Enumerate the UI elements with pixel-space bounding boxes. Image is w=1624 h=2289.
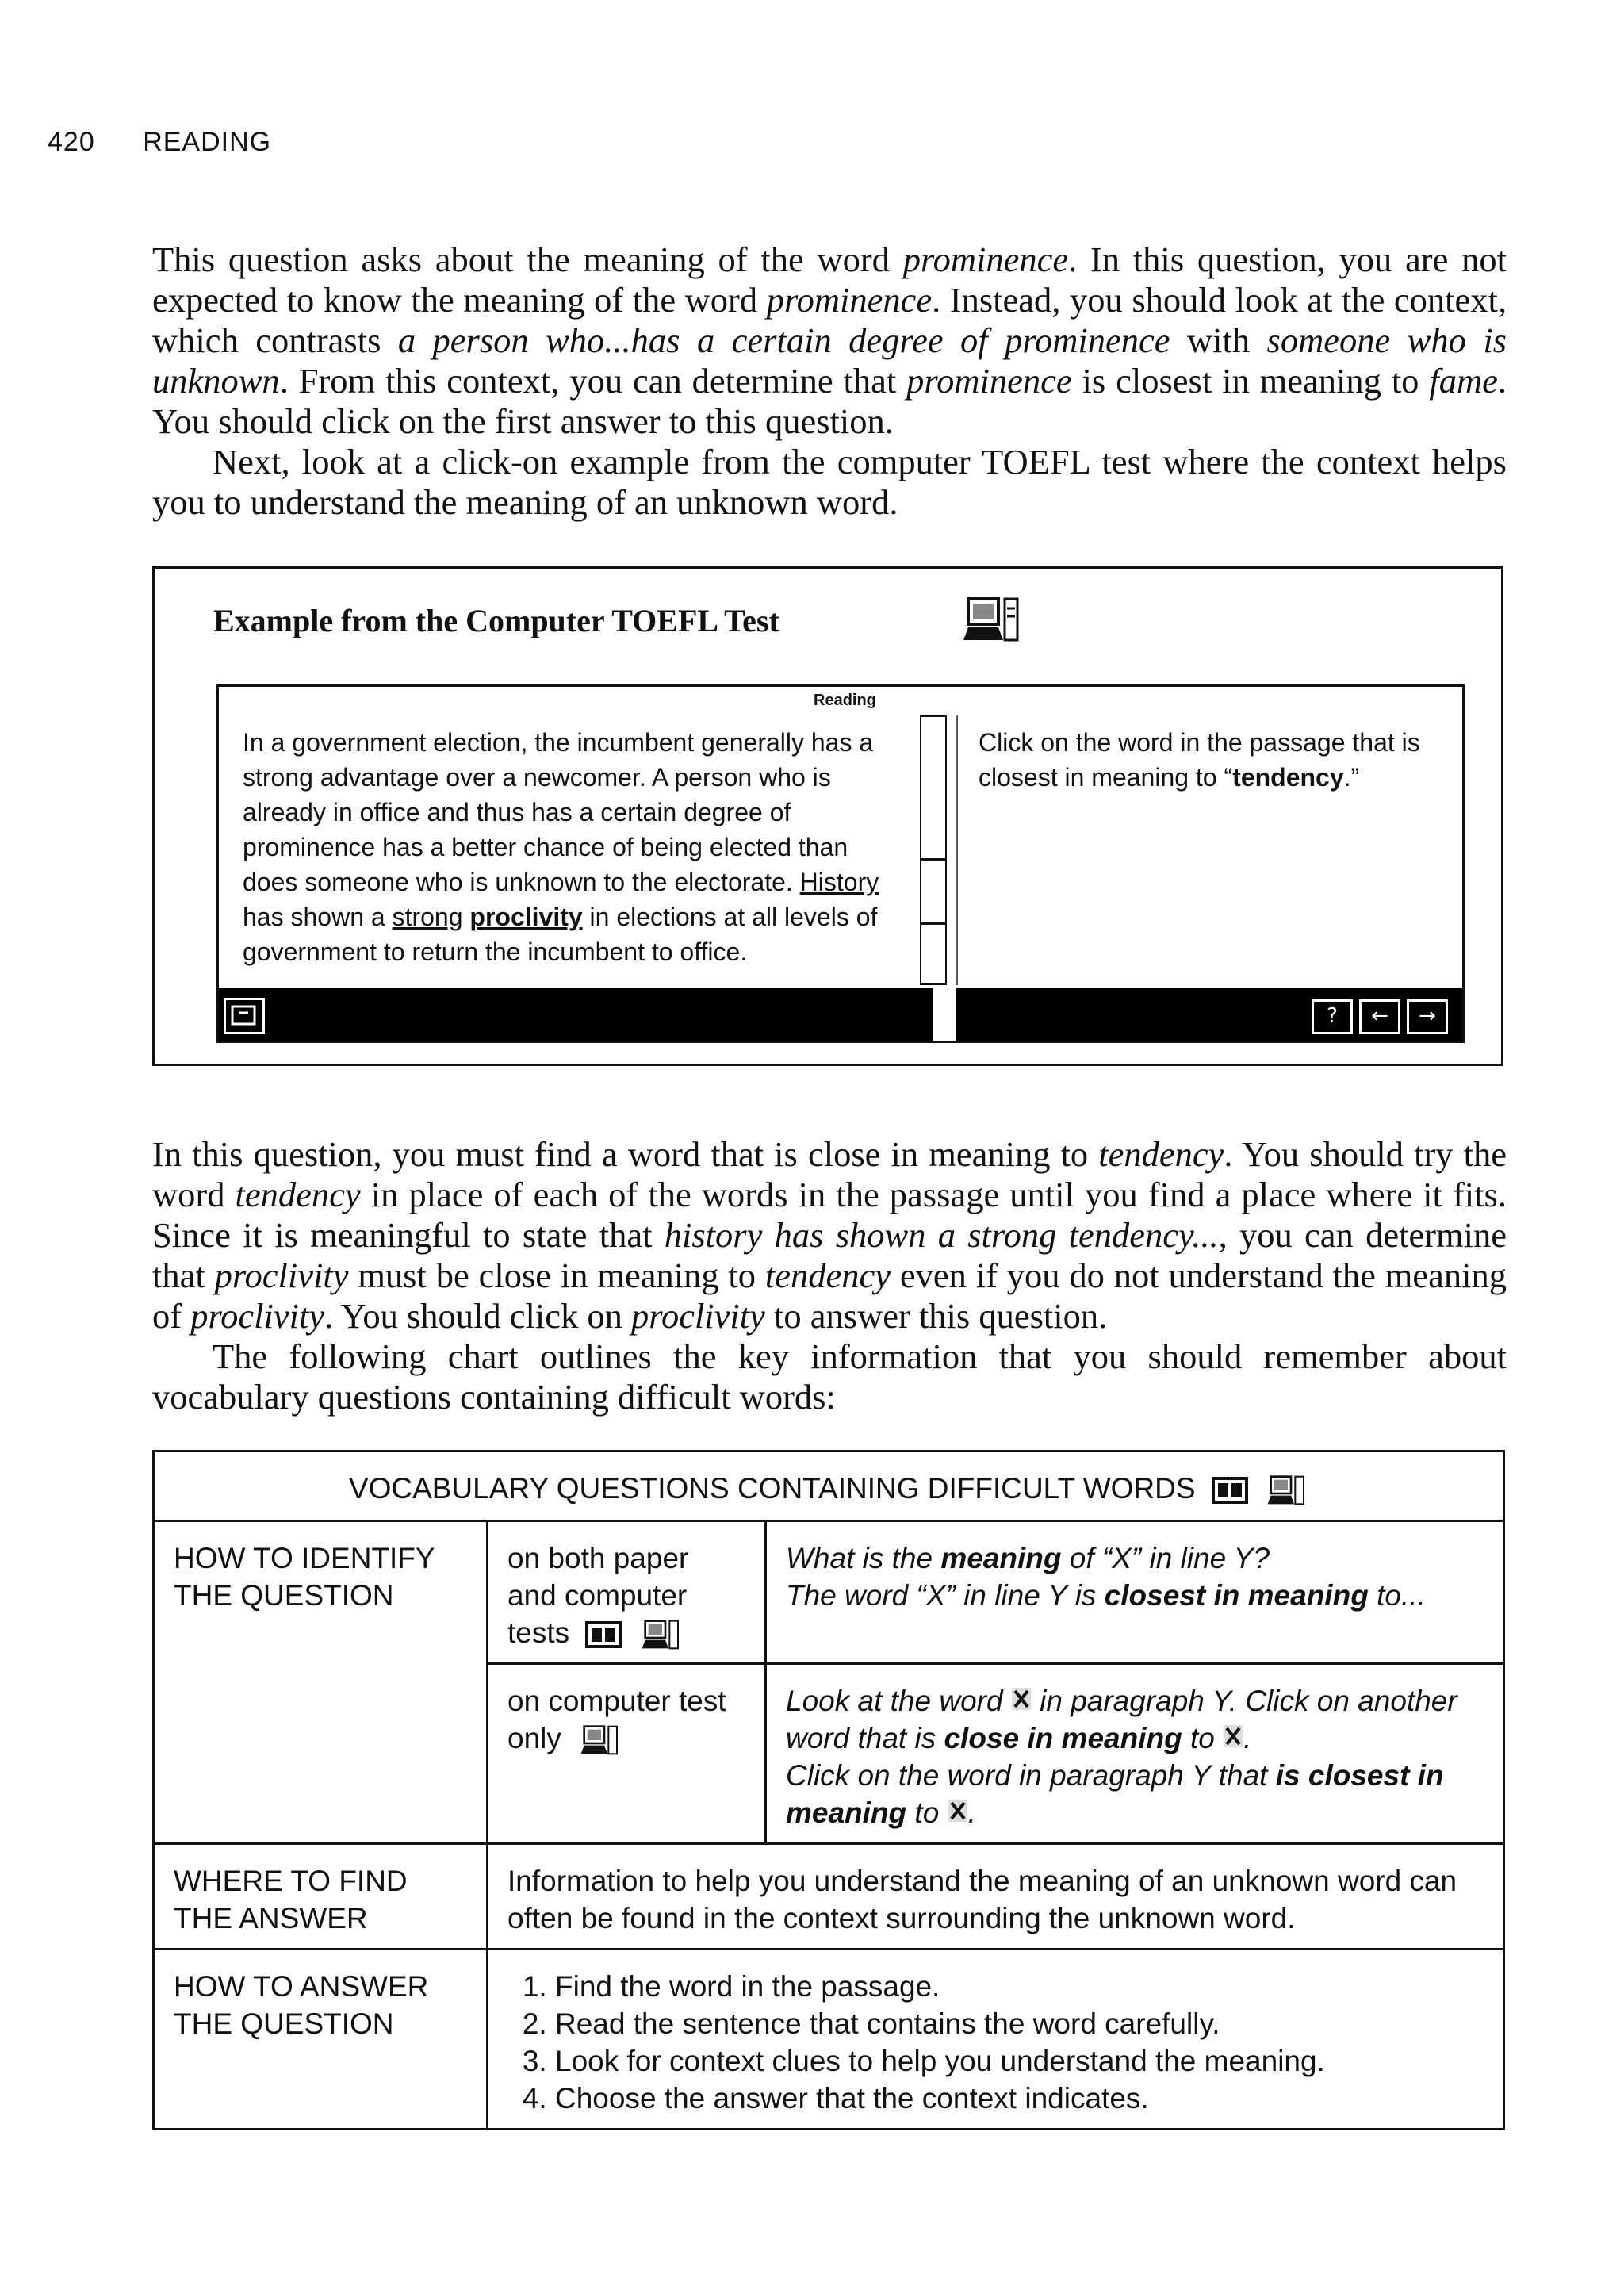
italic-term: prominence	[766, 280, 933, 320]
italic-term: proclivity	[214, 1256, 349, 1295]
computer-icon	[577, 1724, 622, 1756]
explanation-text	[152, 1134, 1507, 1417]
italic-term: proclivity	[631, 1296, 765, 1336]
paper-question-forms	[766, 1521, 1504, 1664]
italic-term: prominence	[906, 361, 1072, 401]
passage-text: in elections at all levels of government to return the incumbent to office.	[243, 903, 878, 966]
help-button[interactable]: ?	[1312, 999, 1353, 1034]
explain-paragraph-1	[152, 1134, 1507, 1336]
paper-test-icon	[585, 1621, 622, 1648]
chart-header-row	[154, 1451, 1504, 1521]
intro-paragraph-1	[152, 240, 1507, 442]
text-run: must be close in meaning to	[348, 1256, 765, 1295]
passage-scrollbar[interactable]	[920, 715, 947, 985]
paper-label-cell	[488, 1521, 766, 1664]
x-word-icon	[1223, 1724, 1243, 1748]
text-run: . In this question, you are not expected to know the meaning of the word	[152, 240, 1507, 320]
passage-text: has shown a	[243, 903, 393, 931]
prompt-text: Click on the word in the passage that is closest in meaning to “	[979, 728, 1420, 792]
step-item: 1. Find the word in the passage.	[555, 1968, 1484, 2005]
identify-row-paper	[154, 1521, 1504, 1664]
where-text: Information to help you understand the meaning of an unknown word can often be found in the context surrounding the unknown word.	[488, 1844, 1504, 1950]
italic-term: history has shown a strong tendency...	[664, 1215, 1219, 1255]
intro-paragraph-2: Next, look at a click-on example from the computer TOEFL test where the context helps you to understand the meaning of an unknown word.	[152, 442, 1507, 522]
text-run: In this question, you must find a word that is close in meaning to	[152, 1134, 1099, 1174]
next-button[interactable]: →	[1407, 999, 1448, 1034]
section-title: READING	[143, 127, 272, 157]
computer-label-cell	[488, 1664, 766, 1844]
screen-title: Reading	[814, 692, 876, 709]
italic-term: prominence	[902, 240, 1069, 279]
computer-icon	[963, 596, 1019, 643]
pane-divider	[956, 715, 958, 985]
intro-text	[152, 240, 1507, 523]
italic-term: tendency	[764, 1256, 891, 1295]
step-item: 3. Look for context clues to help you understand the meaning.	[555, 2042, 1484, 2080]
text-run: is closest in meaning to	[1071, 361, 1430, 401]
italic-term: someone who is unknown	[152, 320, 1507, 401]
passage-text: In a government election, the incumbent generally has a strong advantage over a newcomer. A person who is already in office and thus has a certain degree of prominence has a better chance of being elected than does someone who is unknown to the electorate.	[243, 728, 874, 896]
where-label: WHERE TO FIND THE ANSWER	[154, 1844, 488, 1950]
x-word-icon	[948, 1799, 968, 1823]
x-word-icon	[1011, 1687, 1032, 1711]
example-box	[152, 566, 1503, 1066]
explain-paragraph-2: The following chart outlines the key information that you should remember about vocabulary questions containing difficult words:	[152, 1336, 1507, 1417]
computer-question-forms	[766, 1664, 1504, 1844]
where-row	[154, 1844, 1504, 1950]
prompt-text-end: .”	[1343, 763, 1360, 792]
computer-question-1: Look at the word in paragraph Y. Click on another word that is close in meaning to .	[786, 1685, 1457, 1754]
identify-label: HOW TO IDENTIFY THE QUESTION	[154, 1521, 488, 1844]
text-run: . From this context, you can determine that	[279, 361, 907, 401]
paper-question-2: The word “X” in line Y is closest in meaning to...	[786, 1579, 1426, 1612]
italic-term: proclivity	[190, 1296, 325, 1336]
passage-word-strong[interactable]: strong	[392, 903, 463, 931]
how-row	[154, 1950, 1504, 2130]
time-icon[interactable]	[224, 998, 265, 1034]
question-prompt	[979, 725, 1446, 795]
page-number: 420	[48, 127, 95, 157]
text-run: . You should try the word	[152, 1134, 1507, 1214]
computer-icon	[1264, 1474, 1308, 1506]
text-run: . You should click on	[324, 1296, 632, 1336]
chart-title-cell	[154, 1451, 1504, 1521]
computer-icon	[638, 1619, 683, 1651]
toolbar-gap	[933, 988, 956, 1041]
example-title: Example from the Computer TOEFL Test	[213, 603, 779, 638]
paper-question-1: What is the meaning of “X” in line Y?	[786, 1542, 1270, 1574]
how-label: HOW TO ANSWER THE QUESTION	[154, 1950, 488, 2130]
passage-word-history[interactable]: History	[799, 868, 879, 896]
how-steps-cell	[488, 1950, 1504, 2130]
reading-passage	[243, 725, 909, 969]
toefl-screen	[216, 684, 1465, 1043]
text-run: with	[1170, 320, 1267, 360]
text-run: in place of each of the words in the passage until you find a place where it fits. Since it is meaningful to state that	[152, 1175, 1507, 1255]
step-item: 2. Read the sentence that contains the word carefully.	[555, 2005, 1484, 2042]
back-button[interactable]: ←	[1359, 999, 1400, 1034]
paper-label: on both paper and computer tests	[508, 1542, 689, 1649]
scroll-thumb[interactable]	[921, 858, 945, 925]
answer-steps	[508, 1968, 1484, 2117]
step-item: 4. Choose the answer that the context indicates.	[555, 2080, 1484, 2117]
computer-label: on computer test only	[508, 1685, 726, 1754]
text-run: to answer this question.	[764, 1296, 1108, 1336]
italic-term: fame	[1429, 361, 1498, 401]
running-header	[48, 127, 271, 158]
chart-title: VOCABULARY QUESTIONS CONTAINING DIFFICULT WORDS	[348, 1472, 1196, 1505]
text-run: This question asks about the meaning of the word	[152, 240, 903, 279]
text-run: , you can determine that	[152, 1215, 1507, 1295]
computer-question-2: Click on the word in paragraph Y that is closest in meaning to .	[786, 1759, 1444, 1829]
italic-term: a person who...has a certain degree of prominence	[397, 320, 1170, 360]
text-run: even if you do not understand the meaning of	[152, 1256, 1507, 1336]
text-run: . Instead, you should look at the context, which contrasts	[152, 280, 1507, 360]
text-run: . You should click on the first answer to this question.	[152, 361, 1507, 441]
italic-term: tendency	[235, 1175, 361, 1214]
vocabulary-chart	[152, 1450, 1505, 2130]
paper-test-icon	[1212, 1477, 1248, 1504]
italic-term: tendency	[1098, 1134, 1224, 1174]
bottom-toolbar	[219, 988, 1462, 1041]
passage-word-proclivity[interactable]: proclivity	[469, 903, 583, 931]
prompt-target-word: tendency	[1232, 763, 1344, 792]
